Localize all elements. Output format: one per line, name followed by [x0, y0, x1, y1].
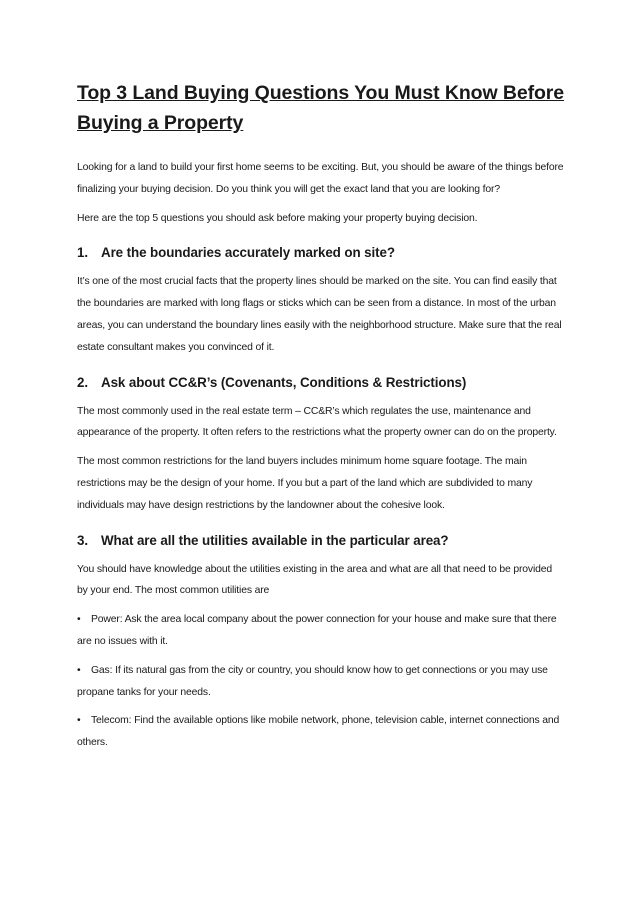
document-page	[77, 78, 565, 761]
bullet-icon: •	[77, 715, 81, 727]
section-2-paragraph-1: The most commonly used in the real estate term – CC&R’s which regulates the use, maintenance and appearance of the property. It often refers to the restrictions what the property owner can do on the property.	[77, 405, 557, 439]
section-3-paragraph-1: You should have knowledge about the utilities existing in the area and what are all that need to be provided by your end. The most common utilities are	[77, 563, 553, 597]
bullet-icon: •	[77, 614, 81, 626]
list-item-text-telecom: Telecom: Find the available options like mobile network, phone, television cable, internet connections and others.	[77, 715, 560, 749]
section-3-heading-text: What are all the utilities available in the particular area?	[101, 532, 449, 548]
section-1-number: 1.	[77, 245, 88, 261]
section-3-heading	[77, 531, 565, 551]
section-1-paragraph-1: It’s one of the most crucial facts that the property lines should be marked on the site. You can find easily that the boundaries are marked with long flags or sticks which can be seen from a distance. In most of the urban areas, you can understand the boundary lines easily with the neighborhood structure. Make sure that the real estate consultant makes you convinced of it.	[77, 276, 562, 353]
document-title: Top 3 Land Buying Questions You Must Know Before Buying a Property	[77, 82, 565, 134]
intro-paragraph-2: Here are the top 5 questions you should ask before making your property buying decision.	[77, 212, 478, 224]
section-1-heading-text: Are the boundaries accurately marked on site?	[101, 245, 395, 261]
section-2-number: 2.	[77, 374, 88, 390]
intro-paragraph-1: Looking for a land to build your first home seems to be exciting. But, you should be aware of the things before finalizing your buying decision. Do you think you will get the exact land that you are looking for?	[77, 162, 564, 195]
list-item	[77, 660, 565, 704]
list-item	[77, 710, 565, 754]
list-item	[77, 609, 565, 653]
section-2-heading	[77, 373, 565, 393]
bullet-icon: •	[77, 664, 81, 676]
section-2-heading-text: Ask about CC&R’s (Covenants, Conditions & Restrictions)	[101, 374, 467, 390]
section-1-heading	[77, 243, 565, 263]
section-2-paragraph-2: The most common restrictions for the land buyers includes minimum home square footage. The main restrictions may be the design of your home. If you but a part of the land which are subdivided to many individuals may have design restrictions by the landowner about the cohesive look.	[77, 456, 533, 511]
list-item-text-power: Power: Ask the area local company about the power connection for your house and make sure that there are no issues with it.	[77, 614, 557, 647]
section-3-number: 3.	[77, 532, 88, 548]
list-item-text-gas: Gas: If its natural gas from the city or country, you should know how to get connections or you may use propane tanks for your needs.	[77, 664, 548, 698]
